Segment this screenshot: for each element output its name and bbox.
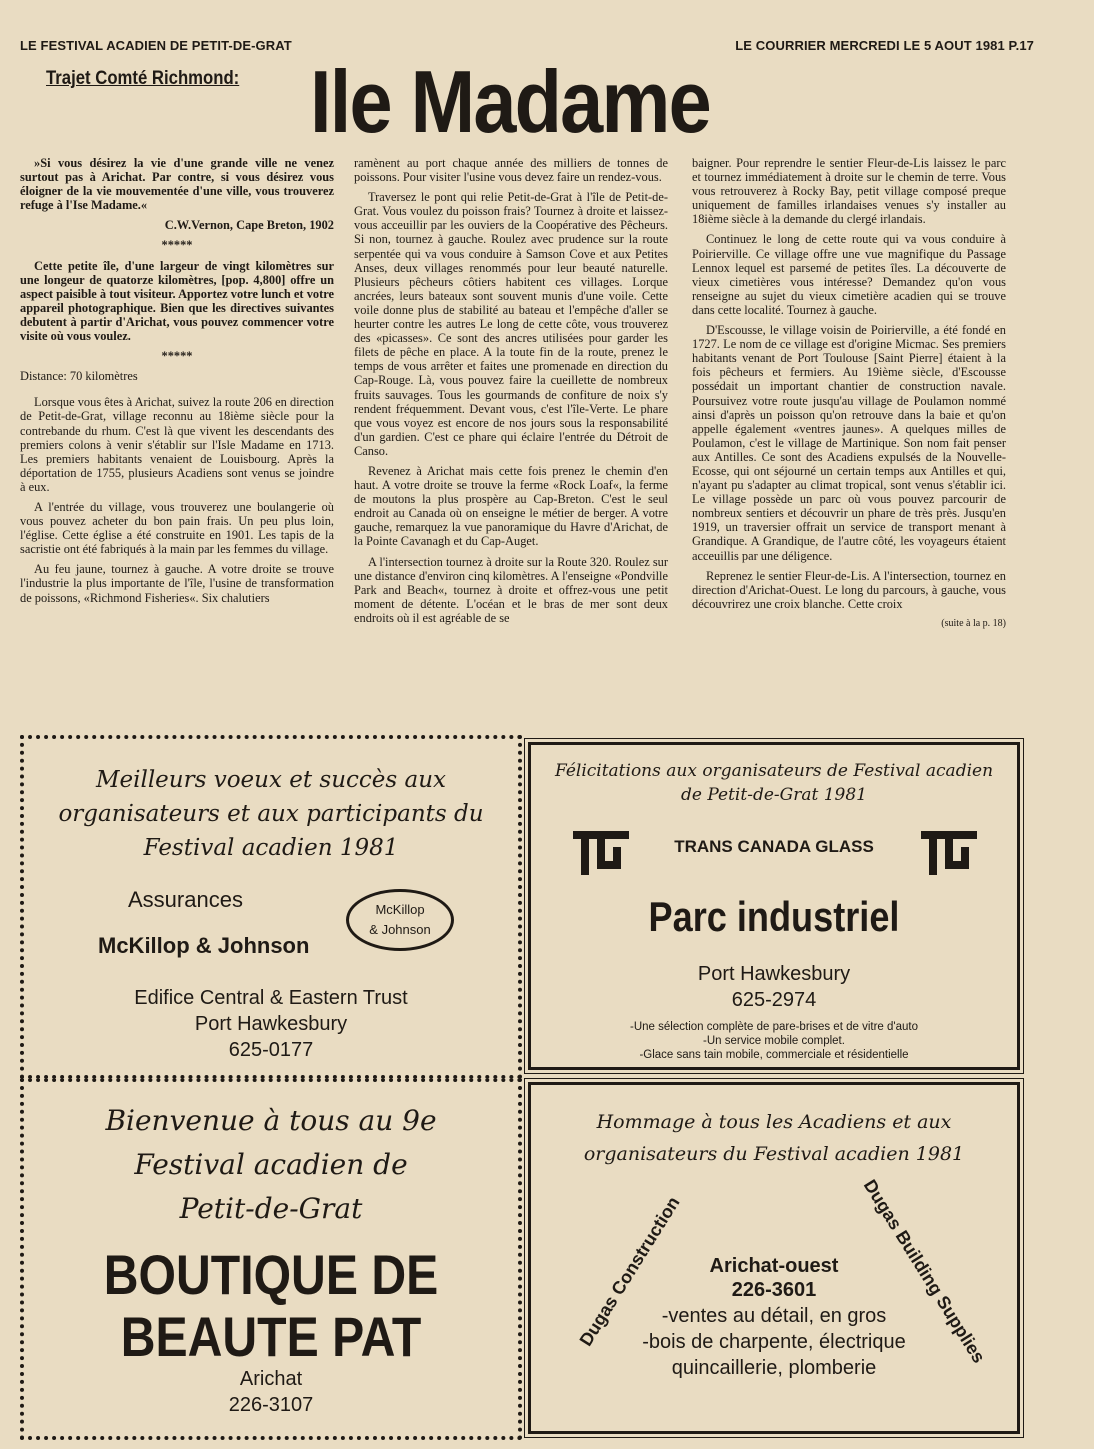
paragraph: Traversez le pont qui relie Petit-de-Grat à l'île de Petit-de-Grat. Vous voulez du poisson frais? Tournez à droite et laissez-vous acceuillir par les ouviers de la Coopérative des Pêcheurs. Si non, tournez à gauche. Roulez avec prudence sur la route serpentée qui va vous conduire à Samson Cove et aux Petites Anses, deux villages renommés pour leur beauté naturelle. Plusieurs pêcheurs côtiers habitent ces villages. Lorque ancrées, leurs bateaux sont souvent munis d'une voile. Cette voile donne plus de stabilité au bateau et l'empêche d'aller se heurter contre les autres Le long de cette côte, vous trouverez des «picasses». Ce sont des ancres utilisées pour garder les filets de pêche en place. A la toute fin de la route, prenez le temps de vous arrêter et faites une promenade en direction du Cap-Rouge. Là, vous pouvez faire la cueillette de nombreux fruits sauvages. Tous les gourmands de confiture de noix s'y rendent fréquemment. Devant vous, c'est l'île-Verte. Le phare que vous voyez est encore de nos jours sous la responsabilité d'un gardien. C'est ce phare qui éclaire l'entrée du Détroit de Canso. [354, 190, 668, 458]
ad-script-line: organisateurs et aux participants du [58, 801, 484, 827]
ad-diagonal-left: Dugas Construction [575, 1193, 684, 1350]
article-headline: Ile Madame [310, 52, 710, 151]
ad-mckillop-johnson [20, 735, 522, 1079]
paragraph: Revenez à Arichat mais cette fois prenez le chemin d'en haut. A votre droite se trouve la ferme «Rock Loaf«, la ferme de moutons la plus prospère au Cap-Breton. C'est le seul endroit au Canada où on enseigne le métier de berger. A votre gauche, remarquez la vue panoramique du Havre d'Arichat, de la Pointe Cavanagh et du Cap-Auget. [354, 463, 668, 549]
ad-phone: 226-3601 [731, 1279, 817, 1301]
continued-note: (suite à la p. 18) [941, 617, 1006, 629]
paragraph: Lorsque vous êtes à Arichat, suivez la route 206 en direction de Petit-de-Grat, village reconnu au 18ième siècle pour la contrebande du rhum. C'est là que vivent les descendants des premiers colons à venir s'établir sur l'Isle Madame en 1713. Les premiers habitants venaient de Louisbourg. Après la déportation de 1755, plusieurs Acadiens sont venus se joindre à eux. [20, 395, 334, 494]
ad-phone: 625-2974 [731, 989, 817, 1011]
distance-line: Distance: 70 kilomètres [20, 369, 138, 384]
separator-stars: ***** [161, 349, 193, 364]
intro-paragraph: Cette petite île, d'une largeur de vingt kilomètres sur une longeur de quatorze kilomètres, [pop. 4,800] offre un aspect paisible à tout visiteur. Apportez votre lunch et votre appareil photographique. Bien que les directives suivantes debutent à partir d'Arichat, vous pouvez commencer votre visite où vous voulez. [20, 258, 334, 344]
ad-title: BEAUTE PAT [120, 1305, 422, 1368]
article-column-2 [354, 156, 668, 631]
paragraph: ramènent au port chaque année des milliers de tonnes de poissons. Pour visiter l'usine vous devez faire un rendez-vous. [354, 156, 668, 185]
ad-title: BOUTIQUE DE [103, 1243, 439, 1306]
separator-stars: ***** [161, 238, 193, 253]
ad-script-line: de Petit-de-Grat 1981 [681, 785, 867, 805]
mckillop-logo [346, 889, 454, 951]
ad-city: Port Hawkesbury [194, 1013, 348, 1035]
tcg-company: TRANS CANADA GLASS [674, 837, 874, 856]
logo-text-2: & Johnson [369, 922, 431, 937]
ad-city: Port Hawkesbury [697, 963, 851, 985]
ad-service-line: -ventes au détail, en gros [661, 1305, 887, 1327]
ad-diagonal-right: Dugas Building Supplies [859, 1176, 990, 1367]
ad-service-line: -Glace sans tain mobile, commerciale et résidentielle [639, 1049, 909, 1061]
ad-dugas [528, 1082, 1020, 1434]
paragraph: D'Escousse, le village voisin de Poirierville, a été fondé en 1727. Le nom de ce village est d'origine Micmac. Ses premiers habitants venant de Port Toulouse [Saint Pierre] étaient à la fois pêcheurs et fermiers. Au 19ième siècle, d'Escousse possédait un important chantier de construction navale. Poursuivez votre route jusqu'au village de Poulamon nommé ainsi d'après un poisson qu'on retrouve dans la baie et qu'on appelle également «ventres jaunes». A quelques milles de Poulamon, c'est le village de Martinique. Son nom fait penser aux Antilles. Ce sont des Acadiens expulsés de la Nouvelle-Ecosse, qui ont séjourné un certain temps aux Antilles et qui, n'ayant pu s'adapter au climat tropical, sont venus s'établir ici. Le village possède un parc où vous pouvez parcourir de nombreux sentiers et découvrir un phare de très près. Jusqu'en 1919, un traversier offrait un service de transport menant à Grandique. A Grandique, de l'autre côté, les voyageurs étaient acceuillis par une déligence. [692, 323, 1006, 563]
ad-trans-canada-glass [528, 742, 1020, 1070]
paragraph: Continuez le long de cette route qui va vous conduire à Poirierville. Ce village offre une vue magnifique du Passage Lennox lequel est parsemé de petites îles. La découverte de vieux cimetières vous intéresse? Demandez qu'on vous renseigne au sujet du vieux cimetière acadien qui se trouve dans cette localité. Tournez à gauche. [692, 232, 1006, 317]
ad-address-line: Edifice Central & Eastern Trust [134, 987, 408, 1009]
ad-script-line: organisateurs du Festival acadien 1981 [583, 1143, 965, 1165]
ad-phone: 226-3107 [228, 1394, 314, 1416]
ad-service-line: -bois de charpente, électrique [642, 1331, 906, 1353]
ad-city: Arichat [239, 1368, 303, 1390]
ad-service-line: -Une sélection complète de pare-brises et de vitre d'auto [630, 1021, 918, 1033]
ad-service-line: quincaillerie, plomberie [671, 1357, 877, 1379]
ad-boutique-beaute-pat [20, 1078, 522, 1440]
paragraph: Reprenez le sentier Fleur-de-Lis. A l'intersection, tournez en direction d'Arichat-Ouest. Le long du parcours, à gauche, vous découvrirez une croix blanche. Cette croix [692, 568, 1006, 611]
ad-script-line: Petit-de-Grat [179, 1192, 363, 1225]
opening-quote: »Si vous désirez la vie d'une grande ville ne venez surtout pas à Arichat. Par contre, si vous désirez vous éloigner de la vie mouvementée d'une ville, vous trouverez refuge à l'Ise Madame.« [20, 156, 334, 213]
ad-title: Parc industriel [648, 893, 900, 940]
ad-script-line: Festival acadien 1981 [143, 835, 399, 861]
ad-script-line: Hommage à tous les Acadiens et aux [596, 1111, 952, 1133]
logo-text-1: McKillop [375, 902, 425, 917]
header-left: LE FESTIVAL ACADIEN DE PETIT-DE-GRAT [20, 38, 292, 53]
ad-script-line: Meilleurs voeux et succès aux [95, 767, 447, 793]
ad-assurances: Assurances [128, 887, 243, 912]
ad-script-line: Félicitations aux organisateurs de Festival acadien [554, 761, 994, 781]
article-kicker: Trajet Comté Richmond: [46, 68, 240, 89]
paragraph: baigner. Pour reprendre le sentier Fleur-de-Lis laissez le parc et tournez immédiatement à droite sur le chemin de terre. Vous vous retrouverez à Rocky Bay, petit village composé preque uniquement de familles irlandaises venues s'y installer au 18ième siècle à la demande du clergé irlandais. [692, 156, 1006, 227]
ad-service-line: -Un service mobile complet. [703, 1035, 845, 1047]
ad-phone: 625-0177 [228, 1039, 314, 1061]
article-column-1 [20, 156, 334, 611]
tcg-logo-right [921, 831, 977, 875]
header-right: LE COURRIER MERCREDI LE 5 AOUT 1981 P.17 [735, 38, 1034, 53]
quote-attribution: C.W.Vernon, Cape Breton, 1902 [164, 218, 334, 233]
ad-script-line: Festival acadien de [134, 1148, 408, 1181]
ad-company-name: McKillop & Johnson [98, 933, 310, 958]
article-column-3 [692, 156, 1006, 637]
paragraph: Au feu jaune, tournez à gauche. A votre droite se trouve l'industrie la plus importante de l'île, l'usine de transformation de poissons, «Richmond Fisheries«. Six chalutiers [20, 562, 334, 605]
ad-script-line: Bienvenue à tous au 9e [105, 1104, 437, 1137]
paragraph: A l'entrée du village, vous trouverez une boulangerie où vous pouvez acheter du bon pain frais. Un peu plus loin, l'église. Cette église a été construite en 1901. Les tapis de la sacristie ont été fabriqués à la main par les femmes du village. [20, 499, 334, 557]
ad-city: Arichat-ouest [709, 1255, 839, 1277]
paragraph: A l'intersection tournez à droite sur la Route 320. Roulez sur une distance d'environ cinq kilomètres. A l'enseigne «Pondville Park and Beach«, tournez à droite et offrez-vous une petit moment de détente. L'océan et le bras de mer sont deux endroits où il est agréable de se [354, 554, 668, 625]
